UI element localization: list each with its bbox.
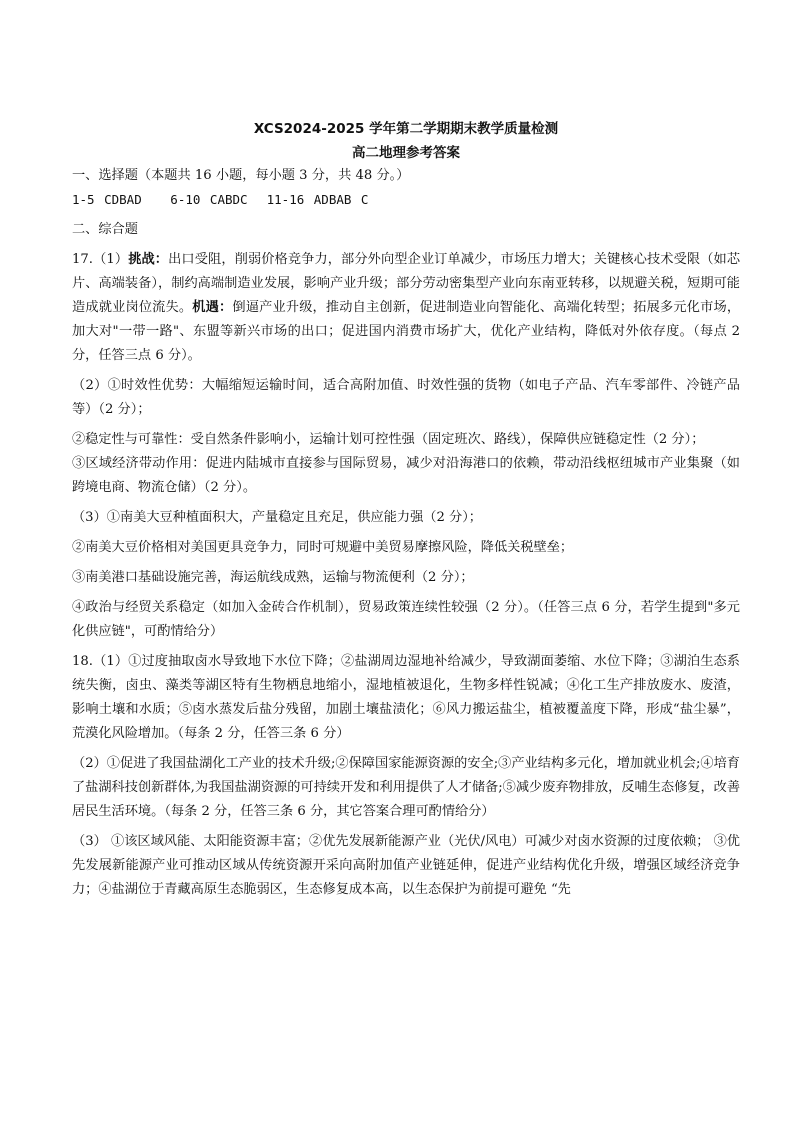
section1-heading: 一、选择题（本题共 16 小题，每小题 3 分，共 48 分。）: [72, 168, 410, 183]
q17-part2-a: （2）①时效性优势：大幅缩短运输时间，适合高附加值、时效性强的货物（如电子产品、汽车零部件、冷链产品等）（2 分）；: [72, 378, 740, 417]
answer-sheet: [72, 118, 740, 902]
q17-part3-b: ②南美大豆价格相对美国更具竞争力，同时可规避中美贸易摩擦风险，降低关税壁垒；: [72, 540, 574, 555]
q17-challenge-label: 挑战：: [128, 252, 169, 267]
q17-part1: [72, 248, 740, 368]
q17-opportunity-label: 机遇：: [192, 300, 233, 315]
section2-heading: 二、综合题: [72, 222, 138, 237]
q17-part3-c: ③南美港口基础设施完善，海运航线成熟，运输与物流便利（2 分）；: [72, 570, 474, 585]
q17-part2-b: ②稳定性与可靠性：受自然条件影响小，运输计划可控性强（固定班次、路线），保障供应链稳定性（2 分）；: [72, 432, 705, 447]
q18-part2: （2）①促进了我国盐湖化工产业的技术升级;②保障国家能源资源的安全;③产业结构多元化，增加就业机会;④培育了盐湖科技创新群体,为我国盐湖资源的可持续开发和利用提供了人才储备;⑤减少废弃物排放，反哺生态修复，改善居民生活环境。（每条 2 分，任答三条 6 分，其它答案合理可酌情给分）: [72, 756, 741, 819]
document-subtitle: 高二地理参考答案: [352, 145, 460, 161]
document-title: XCS2024-2025 学年第二学期期末教学质量检测: [253, 121, 559, 137]
q18-part1: 18.（1）①过度抽取卤水导致地下水位下降；②盐湖周边湿地补给减少，导致湖面萎缩、水位下降；③湖泊生态系统失衡，卤虫、藻类等湖区特有生物栖息地缩小，湿地植被退化，生物多样性锐减；④化工生产排放废水、废渣，影响土壤和水质；⑤卤水蒸发后盐分残留，加剧土壤盐渍化；⑥风力搬运盐尘，植被覆盖度下降，形成“盐尘暴”，荒漠化风险增加。（每条 2 分，任答三条 6 分）: [72, 654, 740, 741]
q17-part3-a: （3）①南美大豆种植面积大，产量稳定且充足，供应能力强（2 分）；: [72, 510, 482, 525]
q17-challenge-text: 出口受阻，削弱价格竞争力，部分外向型企业订单减少，市场压力增大；关键核心技术受限（如芯片、高端装备），制约高端制造业发展，影响产业升级；部分劳动密集型产业向东南亚转移，以规避关税，短期可能造成就业岗位流失。: [72, 252, 741, 315]
q17-part1-prefix: 17.（1）: [72, 252, 129, 267]
choice-answers: 1-5 CDBAD 6-10 CABDC 11-16 ADBAB C: [72, 192, 369, 207]
q18-part3: （3） ①该区域风能、太阳能资源丰富；②优先发展新能源产业（光伏/风电）可减少对卤水资源的过度依赖； ③优先发展新能源产业可推动区域从传统资源开采向高附加值产业链延伸，促进产业结构优化升级，增强区域经济竞争力；④盐湖位于青藏高原生态脆弱区，生态修复成本高，以生态保护为前提可避免 “先: [72, 834, 740, 897]
q17-part3-d: ④政治与经贸关系稳定（如加入金砖合作机制），贸易政策连续性较强（2 分）。（任答三点 6 分，若学生提到"多元化供应链"，可酌情给分）: [72, 600, 740, 639]
q17-part2-c: ③区域经济带动作用：促进内陆城市直接参与国际贸易，减少对沿海港口的依赖，带动沿线枢纽城市产业集聚（如跨境电商、物流仓储）（2 分）。: [72, 456, 740, 495]
q17-opportunity-text: 倒逼产业升级，推动自主创新，促进制造业向智能化、高端化转型；拓展多元化市场，加大对"一带一路"、东盟等新兴市场的出口；促进国内消费市场扩大，优化产业结构，降低对外依存度。（每点 2 分，任答三点 6 分）。: [72, 300, 741, 363]
